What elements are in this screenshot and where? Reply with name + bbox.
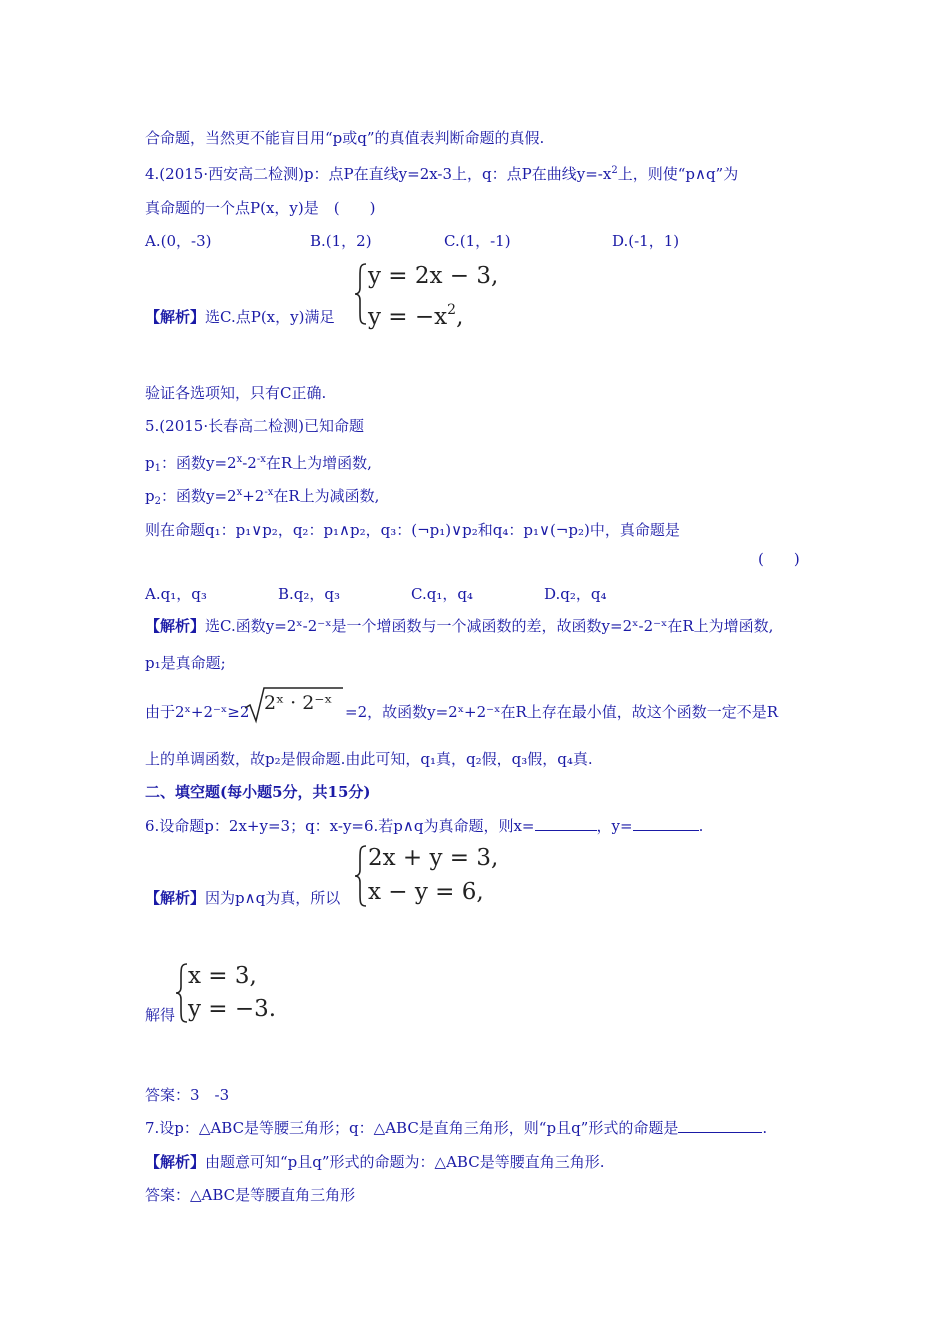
- p2-sub: 2: [154, 496, 161, 507]
- q5-solution-line3-a: 由于2ˣ+2⁻ˣ≥2: [145, 703, 250, 721]
- q4-sup: 2: [611, 165, 618, 176]
- p1-text-c: -2: [242, 454, 257, 472]
- q6-equation-3: x = 3,: [188, 963, 257, 989]
- question-4-stem: [145, 161, 738, 184]
- q7-text-a: 7.设p：△ABC是等腰三角形；q：△ABC是直角三角形，则“p且q”形式的命题是: [145, 1119, 679, 1137]
- q5-option-d: D.q₂，q₄: [544, 585, 607, 603]
- section-heading: 二、填空题(每小题5分，共15分): [145, 783, 371, 801]
- q6-equation-4: y = −3.: [188, 996, 277, 1022]
- q4-equation-1: y = 2x − 3,: [368, 263, 499, 289]
- p2-text-b: ：函数y=2: [160, 487, 237, 505]
- q4-eq2-end: ,: [456, 304, 464, 330]
- q5-option-a: A.q₁，q₃: [145, 585, 207, 603]
- sqrt-body: 2ˣ · 2⁻ˣ: [264, 692, 333, 714]
- q4-line1-end: 上，则使“p∧q”为: [617, 165, 739, 183]
- p1-text-d: 在R上为增函数,: [265, 454, 372, 472]
- left-brace-icon: [354, 262, 368, 326]
- q5-option-c: C.q₁，q₄: [411, 585, 473, 603]
- question-6-stem: [145, 816, 703, 836]
- q7-solution-text: 由题意可知“p且q”形式的命题为：△ABC是等腰直角三角形.: [205, 1153, 605, 1171]
- q4-option-c: C.(1，-1): [444, 232, 511, 250]
- p2-sup1: x: [236, 487, 243, 498]
- q5-solution-line4: 上的单调函数，故p₂是假命题.由此可知，q₁真，q₂假，q₃假，q₄真.: [145, 750, 593, 768]
- q4-eq2-main: y = −x: [368, 304, 448, 330]
- q4-eq2-sup: 2: [447, 302, 457, 318]
- p1-sub: 1: [154, 463, 161, 474]
- q6-solve-label: 解得: [145, 1006, 176, 1024]
- answer-blank: [678, 1118, 762, 1133]
- question-4-stem-line2: 真命题的一个点P(x，y)是 ( ): [145, 199, 376, 217]
- solution-label: 【解析】: [145, 889, 206, 907]
- q5-option-b: B.q₂，q₃: [278, 585, 341, 603]
- q6-equation-1: 2x + y = 3,: [368, 845, 499, 871]
- q7-text-b: .: [762, 1119, 768, 1137]
- q5-propositions-q: 则在命题q₁：p₁∨p₂，q₂：p₁∧p₂，q₃：(¬p₁)∨p₂和q₄：p₁∨(¬p₂)中，真命题是: [145, 521, 680, 539]
- q6-text-b: ，y=: [596, 817, 633, 835]
- q6-text-a: 6.设命题p：2x+y=3；q：x-y=6.若p∧q为真命题，则x=: [145, 817, 535, 835]
- p1-sup1: x: [236, 454, 243, 465]
- question-5-stem: 5.(2015·长春高二检测)已知命题: [145, 417, 364, 435]
- answer-blank: [633, 816, 699, 831]
- q4-option-a: A.(0，-3): [145, 232, 212, 250]
- question-7-stem: [145, 1118, 767, 1138]
- p2-text-d: 在R上为减函数,: [273, 487, 380, 505]
- q5-solution: [145, 616, 773, 636]
- q5-answer-paren: ( ): [758, 550, 800, 568]
- q4-equation-2: [368, 293, 463, 334]
- q5-solution-line2: p₁是真命题;: [145, 654, 226, 672]
- q4-solution: [145, 307, 334, 327]
- q6-solution: [145, 888, 340, 908]
- q4-solution-text: 选C.点P(x，y)满足: [205, 308, 335, 326]
- q5-solution-text: 选C.函数y=2ˣ-2⁻ˣ是一个增函数与一个减函数的差，故函数y=2ˣ-2⁻ˣ在R上为增函数,: [205, 617, 774, 635]
- p1-text-b: ：函数y=2: [160, 454, 237, 472]
- q6-answer: 答案：3 -3: [145, 1086, 230, 1104]
- solution-label: 【解析】: [145, 1153, 206, 1171]
- p1-sup2: -x: [256, 454, 266, 465]
- left-brace-icon: [354, 844, 368, 908]
- p2-letter: p: [145, 487, 155, 505]
- solution-label: 【解析】: [145, 617, 206, 635]
- p2-text-c: +2: [242, 487, 265, 505]
- q4-option-b: B.(1，2): [310, 232, 372, 250]
- text-line: 合命题，当然更不能盲目用“p或q”的真值表判断命题的真假.: [145, 129, 545, 147]
- q5-solution-line3-b: =2，故函数y=2ˣ+2⁻ˣ在R上存在最小值，故这个函数一定不是R: [345, 703, 779, 721]
- answer-blank: [535, 816, 597, 831]
- q5-proposition-p2: [145, 483, 379, 512]
- left-brace-icon: [175, 962, 189, 1024]
- q4-verify: 验证各选项知，只有C正确.: [145, 384, 327, 402]
- q6-equation-2: x − y = 6,: [368, 879, 484, 905]
- q4-option-d: D.(-1，1): [612, 232, 680, 250]
- q7-answer: 答案：△ABC是等腰直角三角形: [145, 1186, 356, 1204]
- p2-sup2: -x: [264, 487, 274, 498]
- q5-proposition-p1: [145, 450, 372, 479]
- q4-line1: 4.(2015·西安高二检测)p：点P在直线y=2x-3上，q：点P在曲线y=-x: [145, 165, 612, 183]
- q6-solution-text: 因为p∧q为真，所以: [205, 889, 341, 907]
- q7-solution: [145, 1152, 604, 1172]
- p1-letter: p: [145, 454, 155, 472]
- solution-label: 【解析】: [145, 308, 206, 326]
- q6-text-c: .: [698, 817, 704, 835]
